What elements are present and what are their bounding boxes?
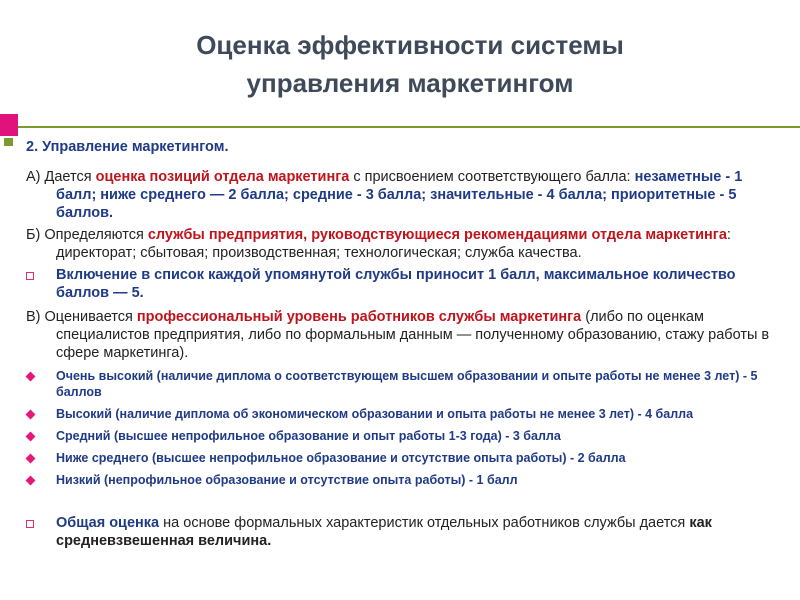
paragraph-a-highlight: оценка позиций отдела маркетинга bbox=[95, 169, 350, 185]
square-bullet-icon bbox=[26, 514, 34, 533]
level-text: Очень высокий (наличие диплома о соответствующем высшем образовании и опыте работы не менее 3 лет) - 5 баллов bbox=[56, 369, 758, 399]
level-item bbox=[26, 368, 786, 400]
paragraph-a-rest: с присвоением соответствующего балла: bbox=[349, 169, 635, 185]
level-text: Высокий (наличие диплома об экономическом образовании и опыта работы не менее 3 лет) - 4 балла bbox=[56, 407, 694, 421]
final-bold: как средневзвешенная величина. bbox=[56, 515, 712, 549]
title-accent-bar bbox=[0, 114, 18, 136]
level-item bbox=[26, 428, 786, 444]
diamond-bullet-icon bbox=[26, 406, 34, 422]
paragraph-a-scale: незаметные - 1 балл; ниже среднего — 2 балла; средние - 3 балла; значительные - 4 балла; приоритетные - 5 баллов. bbox=[56, 169, 743, 221]
bullet-final-score bbox=[26, 514, 786, 550]
title-line-2: управления маркетингом bbox=[246, 68, 574, 98]
level-item bbox=[26, 472, 786, 488]
final-highlight: Общая оценка bbox=[56, 515, 160, 531]
level-text: Ниже среднего (высшее непрофильное образование и отсутствие опыта работы) - 2 балла bbox=[56, 451, 626, 465]
paragraph-b-prefix: Б) Определяются bbox=[26, 227, 148, 243]
diamond-bullet-icon bbox=[26, 472, 34, 488]
level-text: Средний (высшее непрофильное образование и опыт работы 1-3 года) - 3 балла bbox=[56, 429, 561, 443]
diamond-bullet-icon bbox=[26, 428, 34, 444]
paragraph-v-rest: (либо по оценкам специалистов предприятия, либо по формальным данным — полученному образованию, стажу работы в сфере маркетинга). bbox=[56, 309, 770, 361]
paragraph-b bbox=[26, 226, 786, 262]
paragraph-v-prefix: В) Оценивается bbox=[26, 309, 137, 325]
slide-body bbox=[26, 138, 786, 556]
paragraph-b-rest: : директорат; сбытовая; производственная; технологическая; служба качества. bbox=[56, 227, 731, 261]
slide-title bbox=[80, 26, 740, 102]
level-text: Низкий (непрофильное образование и отсутствие опыта работы) - 1 балл bbox=[56, 473, 518, 487]
level-item bbox=[26, 450, 786, 466]
paragraph-a bbox=[26, 168, 786, 222]
paragraph-v bbox=[26, 308, 786, 362]
divider-marker bbox=[4, 138, 13, 146]
paragraph-b-highlight: службы предприятия, руководствующиеся рекомендациями отдела маркетинга bbox=[147, 227, 727, 243]
final-rest: на основе формальных характеристик отдельных работников службы дается bbox=[159, 515, 690, 531]
title-divider bbox=[18, 126, 800, 128]
paragraph-v-highlight: профессиональный уровень работников службы маркетинга bbox=[136, 309, 582, 325]
bullet-services-score bbox=[26, 266, 786, 302]
diamond-bullet-icon bbox=[26, 368, 34, 384]
section-heading: 2. Управление маркетингом. bbox=[26, 139, 229, 155]
square-bullet-icon bbox=[26, 266, 34, 285]
bullet-services-text: Включение в список каждой упомянутой службы приносит 1 балл, максимальное количество баллов — 5. bbox=[56, 267, 736, 301]
diamond-bullet-icon bbox=[26, 450, 34, 466]
level-item bbox=[26, 406, 786, 422]
title-line-1: Оценка эффективности системы bbox=[196, 30, 624, 60]
paragraph-a-prefix: А) Дается bbox=[26, 169, 96, 185]
